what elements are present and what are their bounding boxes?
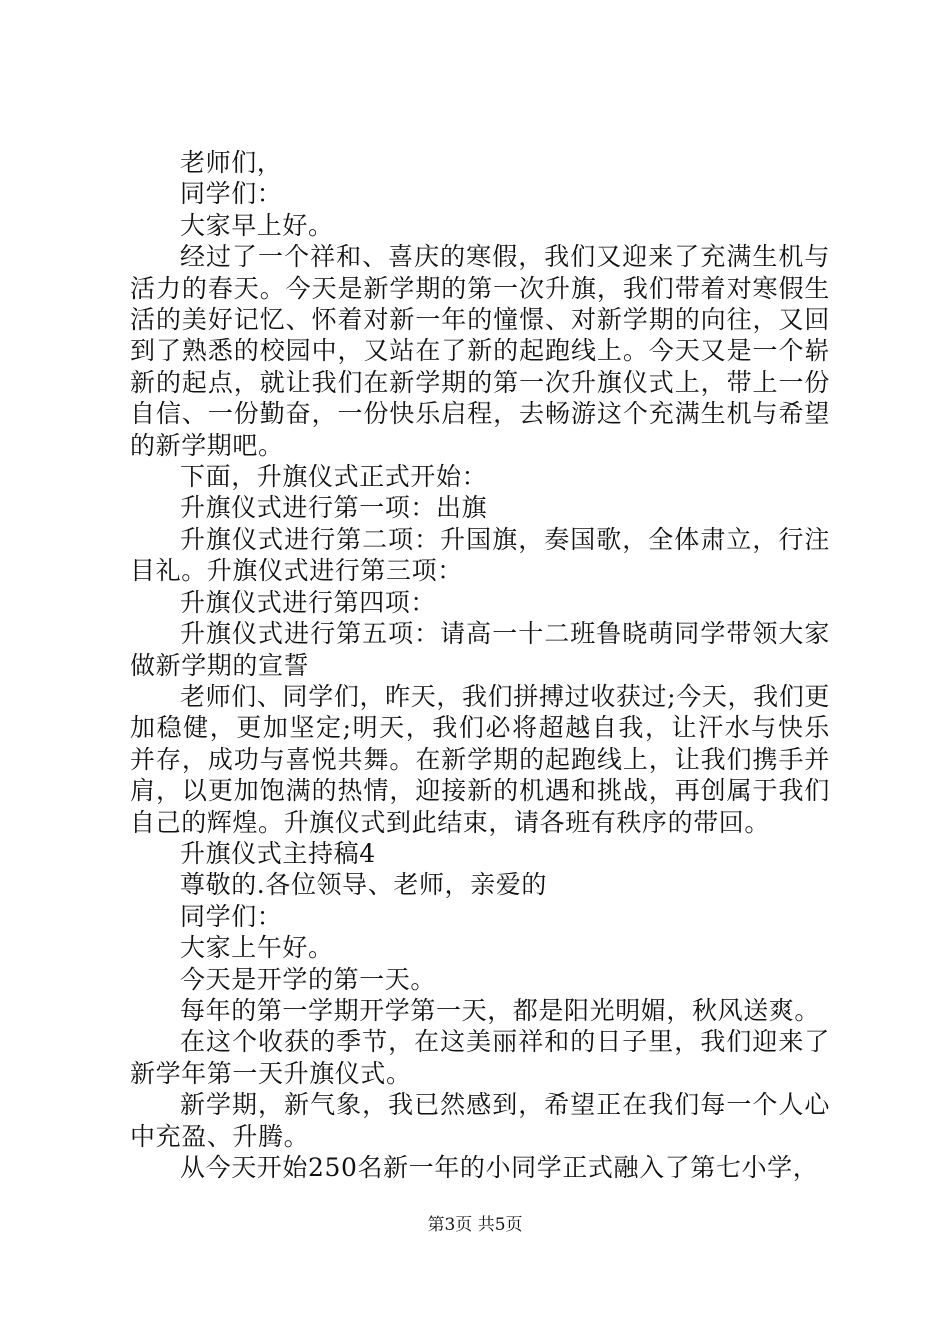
paragraph: 尊敬的.各位领导、老师，亲爱的 (180, 870, 547, 900)
paragraph: 升旗仪式进行第四项： (180, 587, 437, 617)
paragraph: 下面，升旗仪式正式开始： (180, 462, 488, 492)
paragraph: 同学们： (180, 179, 283, 209)
paragraph: 从今天开始250名新一年的小同学正式融入了第七小学， (180, 1153, 819, 1182)
document-body (130, 147, 830, 1183)
paragraph: 每年的第一学期开学第一天，都是阳光明媚，秋风送爽。 (180, 995, 821, 1025)
paragraph: 升旗仪式进行第一项：出旗 (180, 493, 488, 523)
paragraph: 经过了一个祥和、喜庆的寒假，我们又迎来了充满生机与活力的春天。今天是新学期的第一次升旗，我们带着对寒假生活的美好记忆、怀着对新一年的憧憬、对新学期的向往，又回到了熟悉的校园中，又站在了新的起跑线上。今天又是一个崭新的起点，就让我们在新学期的第一次升旗仪式上，带上一份自信、一份勤奋，一份快乐启程，去畅游这个充满生机与希望的新学期吧。 (130, 242, 830, 460)
paragraph: 今天是开学的第一天。 (180, 964, 437, 994)
paragraph: 大家早上好。 (180, 210, 334, 240)
page-number-footer: 第3页 共5页 (427, 1215, 523, 1235)
paragraph: 老师们、同学们，昨天，我们拼搏过收获过;今天，我们更加稳健，更加坚定;明天，我们必将超越自我，让汗水与快乐并存，成功与喜悦共舞。在新学期的起跑线上，让我们携手并肩，以更加饱满的热情，迎接新的机遇和挑战，再创属于我们自己的辉煌。升旗仪式到此结束，请各班有秩序的带回。 (130, 681, 830, 837)
paragraph: 在这个收获的季节，在这美丽祥和的日子里，我们迎来了新学年第一天升旗仪式。 (130, 1027, 830, 1088)
section-heading: 升旗仪式主持稿4 (180, 838, 376, 868)
paragraph: 新学期，新气象，我已然感到，希望正在我们每一个人心中充盈、升腾。 (130, 1090, 830, 1151)
paragraph: 同学们： (180, 901, 283, 931)
paragraph: 大家上午好。 (180, 933, 334, 963)
paragraph: 老师们， (180, 148, 283, 177)
paragraph: 升旗仪式进行第五项：请高一十二班鲁晓萌同学带领大家做新学期的宣誓 (130, 619, 830, 680)
paragraph: 升旗仪式进行第二项：升国旗，奏国歌，全体肃立，行注目礼。升旗仪式进行第三项： (130, 524, 830, 586)
